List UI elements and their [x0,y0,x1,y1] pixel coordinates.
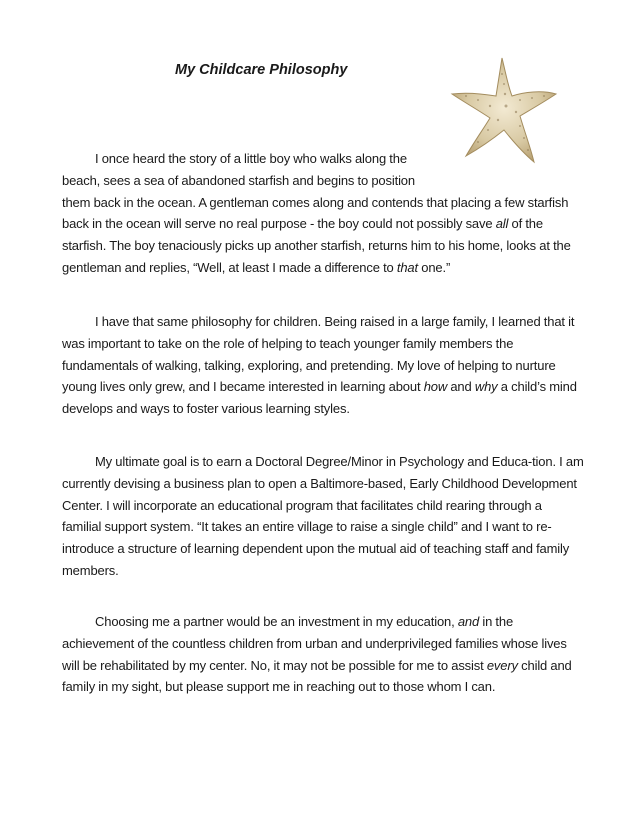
paragraph-1-line-1: I once heard the story of a little boy who walks along the [95,151,407,166]
text-segment: of the starfish. The boy tenaciously picks up another starfish, returns him to his home, looks at the gentleman and replies, “Well, at least I made a difference to [62,216,571,275]
starfish-icon [450,54,560,166]
text-segment: one.” [417,259,451,275]
italic-segment: how [423,379,448,395]
paragraph-4 [62,611,584,698]
text-segment: Choosing me a partner would be an investment in my education, [95,614,458,629]
paragraph-1-line-2: beach, sees a sea of abandoned starfish and begins to position [62,172,415,188]
text-segment: I have that same philosophy for children. Being raised in a large family, I learned that it was important to take on the role of helping to teach younger family members the fundamentals of walking, talking, exploring, and pretending. My love of helping to nurture young lives only grew, and I became interested in learning about [62,314,575,395]
paragraph-1-top [62,148,447,192]
text-segment: a child’s mind develops and ways to foster various learning styles. [62,379,577,417]
italic-segment: every [486,657,518,673]
paragraph-1 [62,192,584,279]
italic-segment: why [474,379,498,395]
text-segment: child and family in my sight, but please support me in reaching out to those whom I can. [62,657,572,695]
text-segment: and [447,379,475,395]
italic-segment: that [396,259,418,275]
document-title: My Childcare Philosophy [175,62,348,78]
text-segment: My ultimate goal is to earn a Doctoral Degree/Minor in Psychology and Educa-tion. I am currently devising a business plan to open a Baltimore-based, Early Childhood Development Center. I will incorporate an educational program that facilitates child rearing through a familial support system. “It takes an entire village to raise a single child” and I want to re-introduce a structure of learning dependent upon the mutual aid of teaching staff and family members. [62,454,584,578]
paragraph-2 [62,311,584,420]
italic-segment: and [457,614,480,629]
paragraph-3 [62,451,584,582]
text-segment: in the achievement of the countless children from urban and underprivileged families whose lives will be rehabilitated by my center. No, it may not be possible for me to assist [62,614,567,673]
italic-segment: all [495,216,509,232]
text-segment: them back in the ocean. A gentleman comes along and contends that placing a few starfish back in the ocean will serve no real purpose - the boy could not possibly save [62,194,569,232]
